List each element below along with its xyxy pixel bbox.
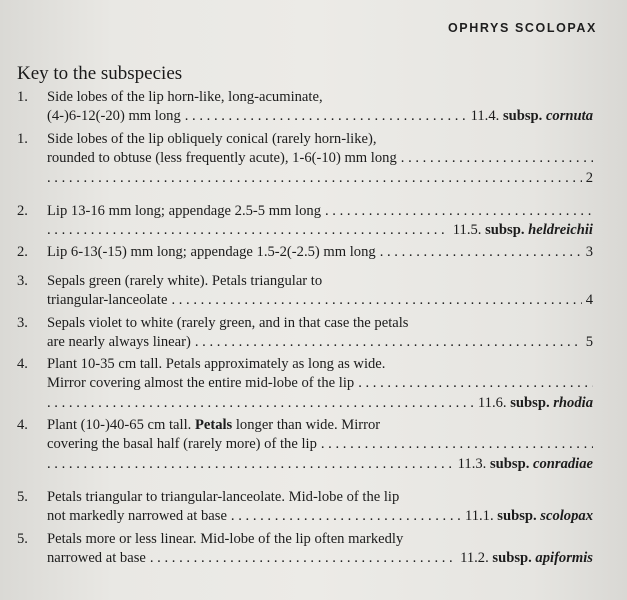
text-line: Petals triangular to triangular-lanceolate. Mid-lobe of the lip — [47, 489, 400, 505]
key-result — [471, 107, 593, 126]
text-line: Sepals violet to white (rarely green, and in that case the petals — [47, 315, 409, 331]
couplet-text — [47, 272, 593, 311]
key-entry — [17, 88, 593, 127]
result-epithet: scolopax — [540, 508, 593, 525]
couplet-text — [47, 314, 593, 353]
dot-leader — [47, 455, 454, 474]
key-entry — [17, 355, 593, 413]
dot-leader — [321, 435, 593, 454]
couplet-number: 2. — [17, 203, 28, 219]
text-line: Sepals green (rarely white). Petals triangular to — [47, 273, 323, 289]
text-line: Side lobes of the lip obliquely conical (rarely horn-like), — [47, 131, 377, 147]
lead-text: Lip 6-13(-15) mm long; appendage 1.5-2(-2.5) mm long — [47, 244, 376, 260]
result-rank: subsp. — [492, 550, 532, 567]
bold-term: Petals — [194, 417, 233, 433]
result-rank: subsp. — [497, 508, 537, 525]
key-result — [586, 169, 593, 188]
couplet-text — [47, 243, 593, 262]
result-number: 4 — [585, 292, 593, 309]
lead-text: covering the basal half (rarely more) of the lip — [47, 436, 317, 453]
lead-text: Lip 13-16 mm long; appendage 2.5-5 mm long — [47, 203, 321, 219]
dot-leader — [325, 202, 593, 221]
leader-line — [47, 221, 593, 240]
result-number: 11.3. — [457, 455, 487, 472]
key-entry — [17, 202, 593, 241]
couplet-number: 5. — [17, 489, 28, 505]
key-result — [458, 455, 593, 474]
leader-line — [47, 549, 593, 568]
key-title: Key to the subspecies — [17, 63, 183, 84]
result-epithet: apiformis — [535, 550, 593, 567]
couplet-number: 4. — [17, 356, 28, 372]
text-segment: longer than wide. Mirror — [232, 417, 381, 433]
leader-line — [47, 149, 593, 168]
result-rank: subsp. — [502, 108, 543, 125]
dot-leader — [401, 149, 593, 168]
couplet-number: 3. — [17, 273, 28, 289]
leader-line — [47, 455, 593, 474]
dot-leader — [47, 221, 449, 240]
leader-line — [47, 243, 593, 262]
leader-line — [47, 333, 593, 352]
leader-line — [47, 202, 593, 221]
key-entry — [17, 416, 593, 474]
leader-line — [47, 374, 593, 393]
lead-text: not markedly narrowed at base — [47, 508, 227, 525]
text-line — [47, 416, 593, 435]
couplet-text — [47, 416, 593, 474]
key-entry — [17, 314, 593, 353]
leader-line — [47, 107, 593, 126]
couplet-text — [47, 355, 593, 413]
dot-leader — [195, 333, 582, 352]
dot-leader — [47, 169, 582, 188]
result-rank: subsp. — [485, 222, 525, 239]
text-line: Side lobes of the lip horn-like, long-acuminate, — [47, 89, 323, 105]
couplet-number: 3. — [17, 315, 28, 331]
result-epithet: heldreichii — [528, 222, 593, 239]
key-result — [478, 394, 593, 413]
key-result — [586, 243, 593, 262]
dot-leader — [358, 374, 593, 393]
result-number: 11.2. — [460, 550, 489, 567]
result-epithet: cornuta — [545, 108, 593, 125]
leader-line — [47, 394, 593, 413]
lead-text: triangular-lanceolate — [47, 292, 168, 309]
lead-text: are nearly always linear) — [47, 334, 191, 351]
key-entry — [17, 243, 593, 262]
dot-leader — [47, 394, 474, 413]
text-line: Plant 10-35 cm tall. Petals approximately as long as wide. — [47, 356, 386, 372]
dot-leader — [380, 243, 582, 262]
result-rank: subsp. — [489, 455, 530, 472]
couplet-number: 2. — [17, 244, 28, 260]
couplet-number: 5. — [17, 531, 28, 547]
result-number: 11.5. — [452, 222, 482, 239]
leader-line — [47, 507, 593, 526]
dot-leader — [150, 549, 456, 568]
result-number: 11.6. — [477, 394, 507, 411]
result-number: 5 — [585, 334, 593, 351]
dot-leader — [231, 507, 461, 526]
key-entry — [17, 530, 593, 569]
result-epithet: conradiae — [533, 455, 593, 472]
leader-line — [47, 291, 593, 310]
result-epithet: rhodia — [553, 394, 593, 411]
text-line: Petals more or less linear. Mid-lobe of the lip often markedly — [47, 531, 404, 547]
lead-text: rounded to obtuse (less frequently acute), 1-6(-10) mm long — [47, 150, 397, 167]
leader-line — [47, 169, 593, 188]
dot-leader — [171, 291, 581, 310]
couplet-number: 4. — [17, 417, 28, 433]
text-segment: Plant (10-)40-65 cm tall. — [47, 417, 195, 433]
leader-line — [47, 435, 593, 454]
result-rank: subsp. — [510, 394, 550, 411]
result-number: 11.1. — [464, 508, 494, 525]
result-number: 2 — [585, 169, 593, 186]
lead-text: narrowed at base — [47, 550, 146, 567]
lead-text: (4-)6-12(-20) mm long — [47, 108, 181, 125]
couplet-text — [47, 88, 593, 127]
key-result — [586, 291, 593, 310]
lead-text: Mirror covering almost the entire mid-lobe of the lip — [47, 375, 355, 392]
couplet-text — [47, 130, 593, 188]
couplet-text — [47, 488, 593, 527]
key-entry — [17, 272, 593, 311]
couplet-number: 1. — [17, 89, 28, 105]
key-result — [453, 221, 593, 240]
dot-leader — [185, 107, 467, 126]
key-result — [586, 333, 593, 352]
key-result — [465, 507, 593, 526]
couplet-text — [47, 530, 593, 569]
key-entry — [17, 488, 593, 527]
result-number: 11.4. — [470, 108, 500, 125]
key-result — [460, 549, 593, 568]
couplet-text — [47, 202, 593, 241]
key-entry — [17, 130, 593, 188]
couplet-number: 1. — [17, 131, 28, 147]
running-head: OPHRYS SCOLOPAX — [447, 21, 597, 35]
result-number: 3 — [585, 244, 593, 260]
